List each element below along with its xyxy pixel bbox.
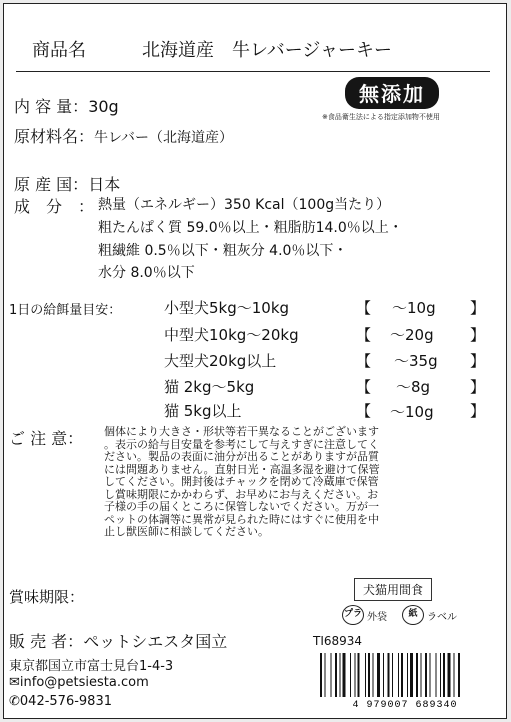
barcode-bar: [325, 653, 326, 697]
phone-icon: ✆: [9, 694, 20, 709]
barcode-bar: [335, 653, 337, 697]
seller-email-row: [9, 675, 149, 690]
content-amount: [14, 94, 119, 117]
recycle-mark-paper: [402, 605, 457, 625]
recycle-label: 外袋: [367, 611, 387, 623]
product-name: 北海道産 牛レバージャーキー: [142, 40, 393, 61]
ingredients-value: 牛レバー（北海道産）: [94, 130, 234, 146]
feeding-row-open: 【: [356, 378, 372, 396]
content-label: 内 容 量：: [14, 97, 89, 116]
feeding-row-type: 小型犬5kg〜10kg: [164, 299, 290, 317]
seller: [9, 629, 227, 652]
seller-address: 東京都国立市富士見台1-4-3: [9, 659, 174, 674]
barcode-bar: [407, 653, 408, 697]
barcode-bar: [365, 653, 366, 697]
feeding-row-type: 猫 2kg〜5kg: [164, 378, 255, 396]
barcode-bar: [388, 653, 390, 697]
barcode: [316, 651, 494, 709]
barcode-bar: [355, 653, 356, 697]
origin-label: 原 産 国：: [14, 175, 89, 194]
barcode-bars: [320, 653, 460, 697]
content-value: 30g: [88, 97, 119, 116]
composition-line: 粗繊維 0.5％以下・粗灰分 4.0％以下・: [98, 243, 348, 259]
barcode-bar: [377, 653, 380, 697]
seller-name: ペットシエスタ国立: [83, 632, 228, 651]
feeding-row-amount: 〜10g: [392, 299, 436, 317]
feeding-row-amount: 〜35g: [394, 352, 438, 370]
mail-icon: ✉: [9, 675, 20, 690]
composition-line: 水分 8.0％以下: [98, 265, 195, 281]
feeding-row-close: 】: [470, 299, 486, 317]
barcode-bar: [343, 653, 346, 697]
caution-line: ペットの体調等に異常が見られた時にはすぐに使用を中: [104, 512, 379, 526]
plastic-recycle-icon: プラ: [342, 605, 364, 625]
barcode-bar: [443, 653, 445, 697]
barcode-bar: [392, 653, 393, 697]
feeding-row-close: 】: [470, 402, 486, 420]
feeding-row-close: 】: [470, 352, 486, 370]
recycle-label: ラベル: [427, 611, 457, 623]
composition-line: 粗たんぱく質 59.0％以上・粗脂肪14.0％以上・: [98, 220, 403, 236]
caution-line: 子様の手の届くところに保管しないでください。万が一: [104, 500, 379, 513]
paper-recycle-icon: 紙: [402, 605, 424, 625]
feeding-row-type: 大型犬20kg以上: [164, 352, 277, 370]
recycle-mark-plastic: [342, 605, 387, 625]
seller-phone-row: [9, 694, 112, 709]
feeding-row-close: 】: [470, 326, 486, 344]
barcode-bar: [440, 653, 441, 697]
feeding-row-open: 【: [356, 326, 372, 344]
barcode-bar: [410, 653, 413, 697]
caution-text: [104, 426, 380, 539]
barcode-bar: [340, 653, 341, 697]
caution-line: ださい。製品の表面に油分が出ることがありますが品質: [104, 450, 379, 463]
composition-line: 熱量（エネルギー）350 Kcal（100g当たり）: [98, 197, 391, 213]
barcode-bar: [454, 653, 455, 697]
barcode-bar: [436, 653, 437, 697]
caution-line: してください。開封後はチャックを閉めて冷蔵庫で保管: [104, 475, 379, 488]
feeding-row-close: 】: [470, 378, 486, 396]
caution-line: 止し獣医師に相談してください。: [104, 525, 269, 538]
seller-phone: 042-576-9831: [19, 694, 112, 709]
product-code: TI68934: [313, 634, 363, 648]
feeding-row-amount: 〜20g: [390, 326, 434, 344]
barcode-bar: [458, 653, 460, 697]
caution-line: 。表示の給与目安量を参考にして与えすぎに注意してく: [104, 437, 379, 451]
seller-email: info@petsiesta.com: [19, 675, 149, 690]
caution-line: には問題ありません。直射日光・高温多湿を避けて保管: [104, 462, 380, 476]
caution-label: ご 注 意：: [9, 429, 84, 448]
expiry-label: 賞味期限：: [9, 588, 85, 606]
seller-label: 販 売 者：: [9, 632, 84, 651]
caution-line: 個体により大きさ・形状等若干異なることがございます: [104, 425, 379, 438]
barcode-bar: [430, 653, 431, 697]
caution-line: し賞味期限にかかわらず、お早めにお与えください。お: [104, 487, 379, 501]
barcode-bar: [448, 653, 451, 697]
barcode-number: 4 979007 689340: [352, 700, 458, 709]
barcode-bar: [401, 653, 403, 697]
additive-free-badge: 無添加: [345, 77, 439, 109]
barcode-bar: [358, 653, 360, 697]
feeding-row-open: 【: [356, 352, 372, 370]
feeding-row-amount: 〜10g: [390, 403, 434, 421]
origin-value: 日本: [88, 175, 121, 194]
barcode-bar: [398, 653, 399, 697]
barcode-bar: [320, 653, 322, 697]
ingredients: [14, 124, 233, 147]
ingredients-label: 原材料名：: [14, 127, 95, 146]
product-name-label: 商品名: [32, 40, 86, 61]
header-divider: [16, 71, 490, 72]
feeding-row-amount: 〜8g: [396, 378, 431, 396]
composition-label: 成 分 ：: [14, 197, 95, 216]
product-label: [3, 3, 507, 719]
barcode-bar: [373, 653, 374, 697]
barcode-bar: [350, 653, 351, 697]
feeding-row-open: 【: [356, 299, 372, 317]
origin: [14, 172, 120, 195]
feeding-row-open: 【: [356, 402, 372, 420]
barcode-bar: [421, 653, 422, 697]
feeding-guide-label: 1日の給餌量目安：: [9, 303, 122, 318]
barcode-bar: [416, 653, 418, 697]
barcode-bar: [368, 653, 370, 697]
feeding-row-type: 中型犬10kg〜20kg: [164, 326, 299, 344]
barcode-bar: [383, 653, 384, 697]
barcode-bar: [331, 653, 332, 697]
pet-food-tag: 犬猫用間食: [354, 578, 432, 601]
barcode-bar: [425, 653, 427, 697]
feeding-row-type: 猫 5kg以上: [164, 402, 242, 420]
additive-free-note: ※食品衛生法による指定添加物不使用: [322, 113, 440, 121]
